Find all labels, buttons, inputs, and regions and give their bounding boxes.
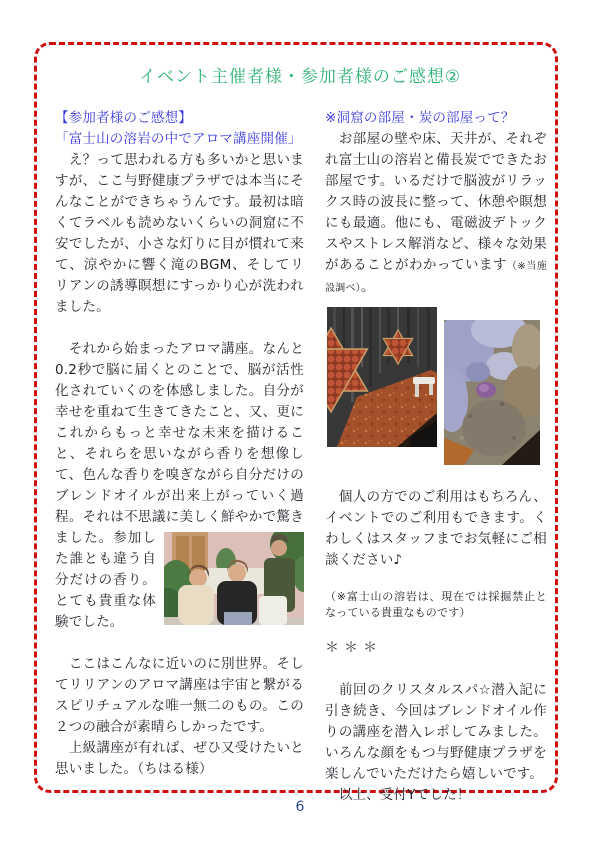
photo-aroma-participants — [164, 532, 304, 625]
facility-note: （※当施設調べ） — [325, 261, 547, 294]
right-paragraph-4: 以上、受付Yでした！ — [325, 787, 471, 803]
right-paragraph-2: 個人の方でのご利用はもちろん、イベントでのご利用もできます。くわしくはスタッフまでお気軽にご相談ください♪ — [325, 489, 547, 568]
right-column — [325, 108, 547, 806]
left-heading-2: 「富士山の溶岩の中でアロマ講座開催」 — [55, 131, 302, 147]
right-paragraph-1 — [325, 129, 547, 299]
photo-lava-cave-room — [327, 307, 437, 447]
page-number: 6 — [295, 799, 305, 815]
left-paragraph-3: ここはこんなに近いのに別世界。そしてリリアンのアロマ講座は宇宙と繋がるスピリチュアルな唯一無二のもの。この２つの融合が素晴らしかったです。 — [55, 656, 304, 735]
photo-lava-rock-wall — [444, 320, 540, 465]
content-columns — [55, 108, 547, 806]
left-paragraph-2-after: ました。参加した誰とも違う自分だけの香り。とても貴重な体験でした。 — [55, 530, 156, 630]
right-heading: ※洞窟の部屋・炭の部屋って？ — [325, 110, 515, 126]
page-title: イベント主催者様・参加者様のご感想② — [138, 67, 462, 87]
right-paragraph-1-period: 。 — [360, 279, 375, 295]
left-paragraph-2 — [55, 339, 304, 633]
section-separator: ＊＊＊ — [325, 640, 382, 656]
right-paragraph-3: 前回のクリスタルスパ☆潜入記に引き続き、今回はブレンドオイル作りの講座を潜入レポしてみました。いろんな顔をもつ与野健康プラザを楽しんでいただけたら嬉しいです。 — [325, 682, 547, 782]
left-paragraph-2-before: それから始まったアロマ講座。なんと0.2秒で脳に届くとのことで、脳が活性化されていくのを体感しました。自分が幸せを重ねて生きてきたこと、又、更にこれからもっと幸せな未来を描けること、それらを思いながら香りを想像して、色んな香りを嗅ぎながら自分だけのブレンドオイルが出来上がっていく過程。それは不思議に美しく鮮やかで驚き — [55, 341, 304, 525]
lava-rarity-note: （※富士山の溶岩は、現在では採掘禁止となっている貴重なものです） — [325, 590, 547, 619]
left-column — [55, 108, 304, 780]
right-paragraph-1-text: お部屋の壁や床、天井が、それぞれ富士山の溶岩と備長炭でできたお部屋です。いるだけで脳波がリラックス時の波長に整って、休憩や瞑想にも最適。他にも、電磁波デトックスやストレス解消など、様々な効果があることがわかっています — [325, 131, 547, 273]
left-paragraph-4: 上級講座が有れば、ぜひ又受けたいと思いました。（ちはる様） — [55, 740, 304, 777]
left-paragraph-1: え？って思われる方も多いかと思いますが、ここ与野健康プラザでは本当にそんなことができちゃうんです。最初は暗くてラベルも読めないくらいの洞窟に不安でしたが、小さな灯りに目が慣れて来て、涼やかに響く滝のBGM、そしてリリアンの誘導瞑想にすっかり心が洗われました。 — [55, 152, 304, 315]
photos-row — [325, 307, 547, 473]
left-heading-1: 【参加者様のご感想】 — [55, 110, 192, 126]
